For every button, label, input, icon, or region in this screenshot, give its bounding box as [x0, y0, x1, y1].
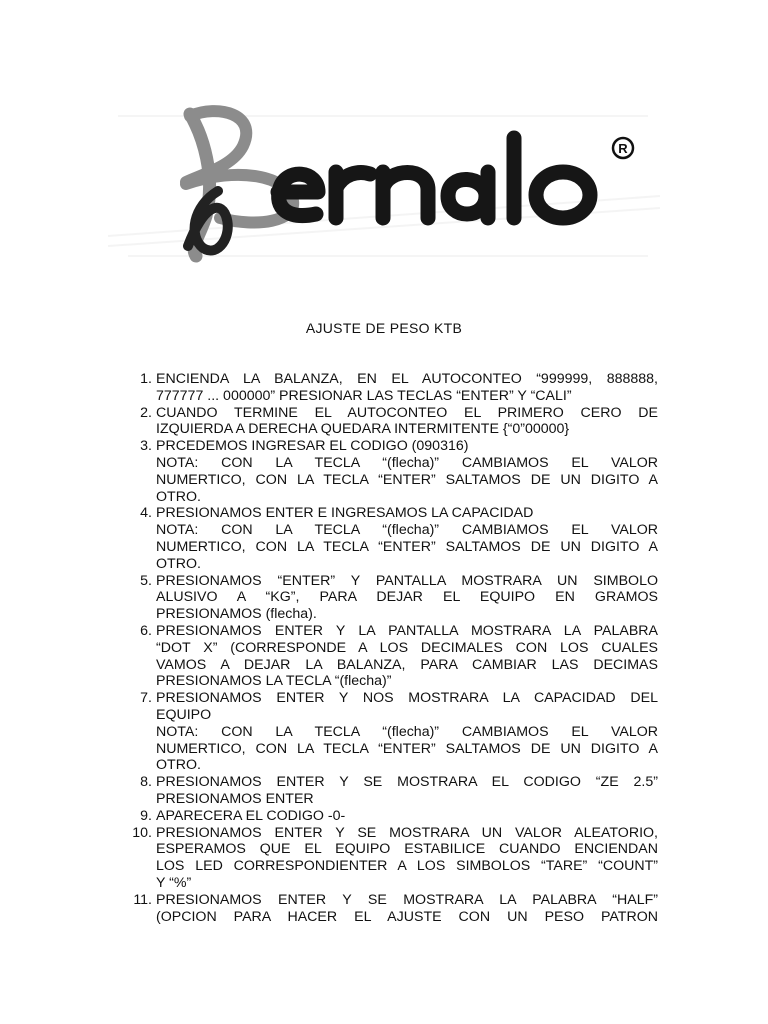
- step-text-line: CUANDO TERMINE EL AUTOCONTEO EL PRIMERO CERO DE: [156, 404, 658, 421]
- step-text-line: PRESIONAMOS “ENTER” Y PANTALLA MOSTRARA UN SIMBOLO: [156, 572, 658, 589]
- step-text-line: Y “%”: [156, 874, 192, 891]
- step-text-line: OTRO.: [156, 555, 201, 572]
- step-number: 5.: [140, 572, 152, 589]
- step-text-line: (OPCION PARA HACER EL AJUSTE CON UN PESO PATRON: [156, 908, 658, 925]
- step-number: 10.: [132, 824, 152, 841]
- step-text-line: PRESIONAMOS ENTER Y SE MOSTRARA UN VALOR ALEATORIO,: [156, 824, 658, 841]
- bernalo-logo: [108, 96, 660, 268]
- step-text-line: NOTA: CON LA TECLA “(flecha)” CAMBIAMOS EL VALOR: [156, 723, 658, 740]
- step-text-line: PRESIONAMOS ENTER Y SE MOSTRARA EL CODIGO “ZE 2.5”: [156, 774, 658, 791]
- step-number: 1.: [140, 371, 152, 387]
- registered-mark-icon: [613, 138, 633, 158]
- step-text-line: PRESIONAMOS ENTER Y SE MOSTRARA LA PALABRA “HALF”: [156, 891, 658, 908]
- step-text-line: PRESIONAMOS ENTER Y LA PANTALLA MOSTRARA LA PALABRA: [156, 622, 658, 639]
- step-text-line: NOTA: CON LA TECLA “(flecha)” CAMBIAMOS EL VALOR: [156, 522, 658, 539]
- step-text-line: PRCEDEMOS INGRESAR EL CODIGO (090316): [156, 438, 469, 455]
- step-number: 7.: [140, 690, 152, 707]
- step-text-line: ENCIENDA LA BALANZA, EN EL AUTOCONTEO “999999, 888888,: [156, 371, 658, 387]
- step-text-line: PRESIONAMOS LA TECLA “(flecha)”: [156, 673, 392, 690]
- list-item: [121, 371, 658, 405]
- step-text-line: PRESIONAMOS (flecha).: [156, 606, 317, 623]
- instruction-list: [121, 371, 658, 925]
- step-text-line: OTRO.: [156, 488, 201, 505]
- step-text-line: NUMERTICO, CON LA TECLA “ENTER” SALTAMOS DE UN DIGITO A: [156, 471, 658, 488]
- step-text-line: OTRO.: [156, 757, 201, 774]
- step-text-line: ALUSIVO A “KG”, PARA DEJAR EL EQUIPO EN GRAMOS: [156, 589, 658, 606]
- step-number: 3.: [140, 438, 152, 455]
- step-text-line: NUMERTICO, CON LA TECLA “ENTER” SALTAMOS DE UN DIGITO A: [156, 740, 658, 757]
- step-text-line: APARECERA EL CODIGO -0-: [156, 807, 346, 824]
- step-number: 6.: [140, 622, 152, 639]
- step-text-line: NUMERTICO, CON LA TECLA “ENTER” SALTAMOS DE UN DIGITO A: [156, 538, 658, 555]
- logo-graphic: [108, 96, 660, 268]
- list-item: [121, 774, 658, 808]
- list-item: [121, 892, 658, 926]
- step-text-line: NOTA: CON LA TECLA “(flecha)” CAMBIAMOS EL VALOR: [156, 454, 658, 471]
- step-number: 2.: [140, 404, 152, 421]
- list-item: [121, 825, 658, 892]
- step-number: 8.: [140, 774, 152, 791]
- step-text-line: EQUIPO: [156, 706, 212, 723]
- step-text-line: PRESIONAMOS ENTER E INGRESAMOS LA CAPACIDAD: [156, 505, 534, 522]
- list-item: [121, 505, 658, 572]
- list-item: [121, 808, 658, 825]
- step-text-line: LOS LED CORRESPONDIENTER A LOS SIMBOLOS “TARE” “COUNT”: [156, 858, 658, 875]
- step-text-line: IZQUIERDA A DERECHA QUEDARA INTERMITENTE {“0”00000}: [156, 421, 570, 438]
- document-title: AJUSTE DE PESO KTB: [305, 320, 463, 336]
- step-number: 4.: [140, 505, 152, 522]
- list-item: [121, 573, 658, 623]
- list-item: [121, 405, 658, 439]
- step-text-line: 777777 ... 000000” PRESIONAR LAS TECLAS “ENTER” Y “CALI”: [156, 387, 572, 404]
- list-item: [121, 623, 658, 690]
- step-number: 11.: [133, 891, 152, 908]
- svg-text:R: R: [618, 141, 628, 156]
- step-text-line: ESPERAMOS QUE EL EQUIPO ESTABILICE CUANDO ENCIENDAN: [156, 841, 658, 858]
- list-item: [121, 438, 658, 505]
- step-text-line: PRESIONAMOS ENTER Y NOS MOSTRARA LA CAPACIDAD DEL: [156, 690, 658, 707]
- step-text-line: VAMOS A DEJAR LA BALANZA, PARA CAMBIAR LAS DECIMAS: [156, 656, 658, 673]
- list-item: [121, 690, 658, 774]
- step-number: 9.: [140, 807, 152, 824]
- step-text-line: “DOT X” (CORRESPONDE A LOS DECIMALES CON LOS CUALES: [156, 639, 658, 656]
- step-text-line: PRESIONAMOS ENTER: [156, 790, 314, 807]
